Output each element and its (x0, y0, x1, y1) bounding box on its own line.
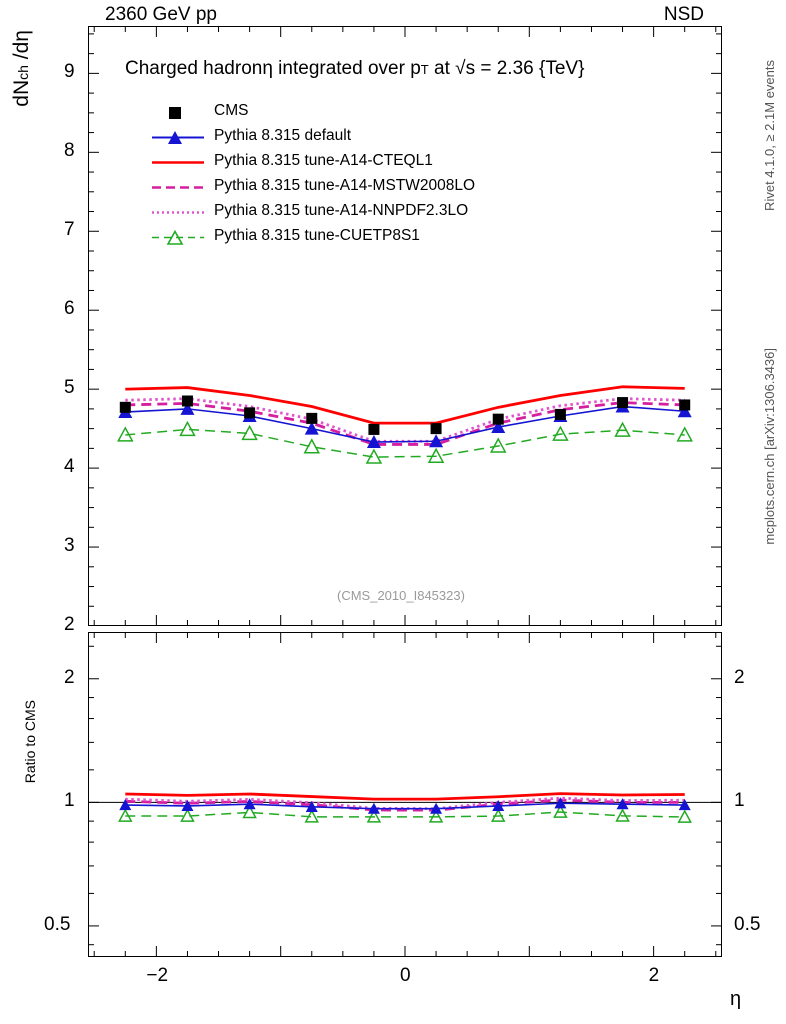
x-tick-label: 2 (648, 965, 660, 986)
legend-label: Pythia 8.315 tune-CUETP8S1 (214, 227, 420, 244)
ratio-y-tick-label-right: 1 (734, 790, 745, 812)
plot-title-d: = 2.36 {TeV} (475, 58, 585, 79)
y-axis-title-b: /d (10, 41, 33, 66)
legend-label: Pythia 8.315 tune-A14-NNPDF2.3LO (214, 202, 469, 219)
plot-title-a: Charged hadron (125, 58, 263, 79)
side-annotation-bottom: mcplots.cern.ch [arXiv:1306.3436] (762, 348, 777, 545)
y-tick-label: 5 (64, 377, 75, 399)
header-left-label: 2360 GeV pp (105, 4, 217, 25)
x-tick-label: 0 (400, 965, 411, 986)
y-tick-label: 7 (64, 219, 75, 241)
ratio-plot-canvas (88, 632, 722, 957)
legend-label: Pythia 8.315 default (214, 127, 352, 144)
side-annotation-top: Rivet 4.1.0, ≥ 2.1M events (762, 60, 777, 211)
y-axis-title (10, 30, 34, 107)
main-plot-canvas (88, 26, 722, 626)
y-tick-label: 8 (64, 140, 75, 162)
y-tick-label: 3 (64, 535, 75, 557)
y-tick-label: 9 (64, 61, 75, 83)
plot-title-sqrt: √s (455, 58, 476, 79)
x-axis-title: η (730, 988, 742, 1010)
ratio-y-tick-label: 1 (64, 790, 75, 812)
ratio-y-tick-label: 2 (64, 666, 75, 688)
legend-label: CMS (214, 102, 249, 119)
ratio-y-axis-title: Ratio to CMS (22, 700, 38, 784)
y-axis-title-a: dN (10, 79, 33, 107)
y-tick-label: 4 (64, 456, 75, 478)
y-axis-title-eta: η (10, 30, 33, 42)
y-axis-title-sub: ch (15, 65, 31, 80)
plot-title-b: integrated over p (272, 58, 421, 79)
plot-title-sub: T (420, 62, 429, 77)
y-tick-label: 2 (64, 614, 75, 635)
plot-title-c: at (428, 58, 456, 79)
header-right-label: NSD (663, 4, 704, 25)
legend-label: Pythia 8.315 tune-A14-MSTW2008LO (214, 177, 476, 194)
ratio-y-tick-label-right: 2 (734, 666, 745, 688)
x-tick-label: −2 (146, 965, 169, 986)
ratio-y-tick-label-right: 0.5 (734, 913, 761, 935)
ratio-y-tick-label: 0.5 (44, 913, 71, 935)
plot-title-eta: η (262, 58, 273, 79)
y-tick-label: 6 (64, 298, 75, 320)
legend-label: Pythia 8.315 tune-A14-CTEQL1 (214, 152, 433, 169)
dataset-watermark: (CMS_2010_I845323) (337, 588, 465, 603)
